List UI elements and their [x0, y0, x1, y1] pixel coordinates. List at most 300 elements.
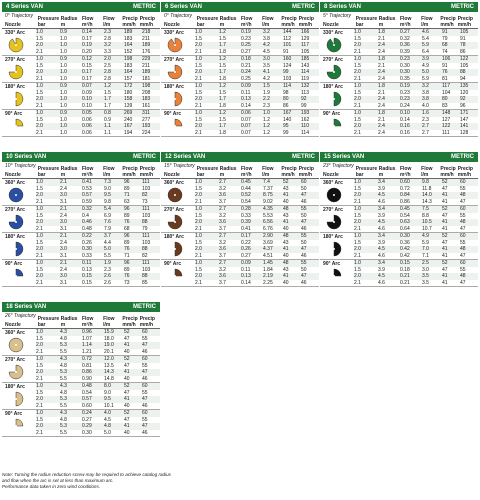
nozzle-arc-icon	[8, 64, 24, 80]
flow-lm-cell: 6.4	[422, 48, 429, 55]
precip-square-cell: 76	[124, 219, 130, 226]
pressure-cell: 2.0	[195, 273, 202, 280]
arc-label: 180° Arc	[5, 84, 25, 90]
precip-triangle-cell: 55	[460, 212, 466, 219]
nozzle-arc-icon	[8, 268, 24, 284]
arc-label: 360° Arc	[5, 180, 25, 186]
table-row	[36, 83, 160, 90]
flow-lm-cell: 5.4	[104, 206, 111, 213]
precip-square-cell: 48	[283, 260, 289, 267]
nozzle-arc-icon	[326, 241, 342, 257]
flow-mh-cell: 0.64	[400, 225, 410, 232]
flow-mh-cell: 0.10	[82, 102, 92, 109]
flow-mh-cell: 0.41	[82, 179, 92, 186]
precip-square-cell: 89	[124, 266, 130, 273]
flow-mh-cell: 0.32	[400, 35, 410, 42]
precip-triangle-cell: 47	[301, 219, 307, 226]
pressure-cell: 2.0	[36, 219, 43, 226]
col-pressure: Pressure bar	[196, 166, 219, 178]
flow-mh-cell: 0.13	[241, 273, 251, 280]
pressure-cell: 2.0	[36, 123, 43, 130]
col-pressure: Pressure bar	[37, 16, 60, 28]
precip-triangle-cell: 94	[460, 75, 466, 82]
table-row	[354, 123, 478, 130]
flow-lm-cell: 9.0	[104, 389, 111, 396]
precip-square-cell: 40	[283, 225, 289, 232]
precip-triangle-cell: 55	[460, 266, 466, 273]
precip-triangle-cell: 60	[142, 410, 148, 417]
flow-lm-cell: 1.0	[263, 110, 270, 117]
series-title: 4 Series VAN	[6, 4, 43, 10]
pressure-cell: 1.5	[36, 239, 43, 246]
pressure-cell: 1.5	[354, 116, 361, 123]
radius-cell: 1.2	[219, 83, 226, 90]
nozzle-arc-icon	[326, 64, 342, 80]
flow-mh-cell: 0.09	[241, 260, 251, 267]
pressure-cell: 1.0	[36, 260, 43, 267]
pressure-cell: 1.0	[36, 179, 43, 186]
flow-lm-cell: 15.9	[104, 329, 114, 336]
flow-lm-cell: 3.2	[263, 29, 270, 36]
radius-cell: 5.3	[60, 423, 67, 430]
radius-cell: 1.0	[60, 48, 67, 55]
table-row	[36, 233, 160, 240]
precip-square-cell: 167	[283, 110, 292, 117]
arc-cell	[161, 56, 195, 82]
flow-mh-cell: 0.29	[82, 423, 92, 430]
precip-triangle-cell: 171	[460, 110, 469, 117]
flow-lm-cell: 3.5	[422, 273, 429, 280]
precip-triangle-cell: 143	[301, 62, 310, 69]
flow-lm-cell: 7.4	[263, 179, 270, 186]
arc-group	[161, 29, 319, 56]
flow-mh-cell: 0.17	[82, 69, 92, 76]
radius-cell: 4.3	[60, 356, 67, 363]
precip-square-cell: 91	[442, 62, 448, 69]
pressure-cell: 1.5	[36, 416, 43, 423]
pressure-cell: 1.0	[36, 56, 43, 63]
precip-square-cell: 41	[442, 279, 448, 286]
radius-cell: 1.8	[378, 56, 385, 63]
arc-group	[161, 179, 319, 206]
flow-lm-cell: 14.3	[104, 369, 114, 376]
flow-mh-cell: 0.19	[400, 83, 410, 90]
precip-triangle-cell: 47	[142, 396, 148, 403]
series-table	[2, 302, 160, 437]
flow-lm-cell: 4.2	[263, 42, 270, 49]
radius-cell: 5.5	[60, 348, 67, 355]
table-row	[354, 260, 478, 267]
precip-square-cell: 41	[283, 246, 289, 253]
precip-square-cell: 152	[124, 48, 133, 55]
pressure-cell: 1.5	[354, 239, 361, 246]
pressure-cell: 2.1	[36, 75, 43, 82]
arc-group	[320, 29, 478, 56]
flow-lm-cell: 7.37	[263, 185, 273, 192]
table-row	[354, 49, 478, 56]
radius-cell: 3.6	[219, 219, 226, 226]
pressure-cell: 1.5	[195, 212, 202, 219]
precip-square-cell: 194	[124, 129, 133, 136]
radius-cell: 3.1	[60, 252, 67, 259]
radius-cell: 4.8	[60, 416, 67, 423]
nozzle-arc-icon	[8, 241, 24, 257]
radius-cell: 2.4	[378, 42, 385, 49]
precip-square-cell: 86	[283, 102, 289, 109]
precip-triangle-cell: 111	[142, 260, 150, 267]
radius-cell: 3.7	[219, 252, 226, 259]
table-row	[36, 56, 160, 63]
col-flow-lm: Flow l/m	[103, 16, 115, 28]
flow-lm-cell: 9.8	[104, 198, 111, 205]
precip-triangle-cell: 96	[460, 102, 466, 109]
arc-group	[2, 29, 160, 56]
precip-square-cell: 52	[442, 206, 448, 213]
precip-triangle-cell: 55	[301, 260, 307, 267]
precip-square-cell: 52	[124, 356, 130, 363]
table-row	[36, 117, 160, 124]
series-header	[161, 2, 319, 12]
pressure-cell: 2.0	[36, 192, 43, 199]
precip-triangle-cell: 78	[460, 42, 466, 49]
trajectory-label: 5° Trajectory	[323, 13, 352, 19]
precip-square-cell: 41	[283, 219, 289, 226]
arc-group	[2, 260, 160, 287]
precip-square-cell: 41	[124, 396, 130, 403]
table-row	[354, 267, 478, 274]
precip-square-cell: 41	[124, 423, 130, 430]
precip-triangle-cell: 141	[460, 123, 469, 130]
nozzle-arc-icon	[167, 37, 183, 53]
table-row	[36, 49, 160, 56]
arc-group	[2, 329, 160, 356]
arc-cell	[320, 110, 354, 136]
pressure-cell: 2.0	[354, 192, 361, 199]
pressure-cell: 1.5	[36, 89, 43, 96]
table-row	[36, 123, 160, 130]
flow-mh-cell: 0.06	[82, 123, 92, 130]
flow-lm-cell: 1.5	[104, 89, 111, 96]
pressure-cell: 2.1	[354, 252, 361, 259]
nozzle-arc-icon	[8, 364, 24, 380]
radius-cell: 4.3	[60, 410, 67, 417]
precip-square-cell: 96	[124, 233, 130, 240]
table-row	[354, 117, 478, 124]
flow-mh-cell: 0.26	[241, 246, 251, 253]
flow-lm-cell: 4.37	[263, 246, 273, 253]
arc-label: 360° Arc	[323, 180, 343, 186]
flow-mh-cell: 0.42	[400, 252, 410, 259]
precip-square-cell: 41	[124, 342, 130, 349]
nozzle-arc-icon	[326, 91, 342, 107]
pressure-cell: 1.5	[36, 62, 43, 69]
precip-square-cell: 183	[124, 35, 133, 42]
radius-cell: 4.6	[378, 252, 385, 259]
precip-square-cell: 81	[442, 75, 448, 82]
flow-mh-cell: 0.24	[82, 410, 92, 417]
series-title: 15 Series VAN	[324, 154, 365, 160]
pressure-cell: 1.0	[354, 83, 361, 90]
pressure-cell: 2.0	[195, 96, 202, 103]
series-title: 6 Series VAN	[165, 4, 202, 10]
arc-label: 270° Arc	[5, 207, 25, 213]
nozzle-arc-icon	[167, 91, 183, 107]
precip-triangle-cell: 147	[460, 116, 469, 123]
flow-mh-cell: 0.54	[82, 389, 92, 396]
precip-triangle-cell: 92	[301, 96, 307, 103]
nozzle-arc-icon	[167, 268, 183, 284]
radius-cell: 4.5	[378, 246, 385, 253]
flow-mh-cell: 0.05	[82, 110, 92, 117]
flow-mh-cell: 0.84	[400, 192, 410, 199]
pressure-cell: 1.0	[36, 410, 43, 417]
precip-triangle-cell: 50	[301, 212, 307, 219]
table-row	[36, 423, 160, 430]
flow-lm-cell: 14.0	[422, 192, 432, 199]
flow-lm-cell: 2.6	[104, 279, 111, 286]
precip-triangle-cell: 46	[301, 279, 307, 286]
table-row	[354, 186, 478, 193]
flow-mh-cell: 0.18	[241, 56, 251, 63]
pressure-cell: 2.0	[354, 42, 361, 49]
flow-lm-cell: 3.0	[263, 56, 270, 63]
arc-group	[161, 260, 319, 287]
precip-square-cell: 41	[442, 246, 448, 253]
precip-triangle-cell: 128	[460, 129, 469, 136]
arc-label: 180° Arc	[323, 234, 343, 240]
precip-triangle-cell: 92	[460, 96, 466, 103]
flow-mh-cell: 0.48	[82, 383, 92, 390]
flow-mh-cell: 0.11	[241, 89, 251, 96]
flow-lm-cell: 4.51	[263, 252, 273, 259]
precip-triangle-cell: 189	[142, 42, 151, 49]
precip-square-cell: 127	[442, 116, 451, 123]
pressure-cell: 2.0	[195, 192, 202, 199]
col-flow-lm: Flow l/m	[262, 16, 274, 28]
arc-cell	[320, 206, 354, 232]
flow-lm-cell: 3.8	[422, 89, 429, 96]
flow-lm-cell: 3.7	[104, 233, 111, 240]
precip-square-cell: 183	[124, 62, 133, 69]
arc-cell	[2, 29, 36, 55]
flow-lm-cell: 1.5	[263, 83, 270, 90]
radius-cell: 3.9	[378, 212, 385, 219]
flow-mh-cell: 0.12	[82, 56, 92, 63]
precip-square-cell: 52	[442, 179, 448, 186]
flow-lm-cell: 0.9	[104, 116, 111, 123]
table-row	[354, 36, 478, 43]
flow-mh-cell: 0.72	[82, 356, 92, 363]
flow-mh-cell: 0.23	[400, 56, 410, 63]
pressure-cell: 1.5	[36, 362, 43, 369]
arc-cell	[161, 29, 195, 55]
table-row	[195, 90, 319, 97]
flow-mh-cell: 0.07	[241, 129, 251, 136]
flow-mh-cell: 0.13	[82, 266, 92, 273]
flow-mh-cell: 0.06	[82, 116, 92, 123]
pressure-cell: 1.5	[36, 116, 43, 123]
table-row	[195, 56, 319, 63]
flow-mh-cell: 0.4	[82, 212, 89, 219]
col-pressure: Pressure bar	[196, 16, 219, 28]
table-row	[36, 430, 160, 437]
arc-label: 330° Arc	[323, 30, 343, 36]
radius-cell: 4.8	[60, 362, 67, 369]
arc-group	[320, 83, 478, 110]
flow-mh-cell: 0.86	[400, 198, 410, 205]
pressure-cell: 1.5	[195, 35, 202, 42]
precip-square-cell: 198	[124, 56, 133, 63]
precip-triangle-cell: 79	[142, 225, 148, 232]
pressure-cell: 2.1	[36, 129, 43, 136]
precip-triangle-cell: 113	[301, 89, 309, 96]
flow-lm-cell: 4.9	[422, 62, 429, 69]
table-row	[354, 179, 478, 186]
table-row	[36, 376, 160, 383]
flow-mh-cell: 0.17	[82, 75, 92, 82]
col-nozzle: Nozzle	[5, 172, 21, 178]
table-row	[354, 110, 478, 117]
arc-group	[161, 56, 319, 83]
flow-lm-cell: 9.8	[422, 179, 429, 186]
col-nozzle: Nozzle	[5, 22, 21, 28]
precip-triangle-cell: 111	[142, 179, 150, 186]
arc-cell	[2, 206, 36, 232]
arc-cell	[161, 110, 195, 136]
radius-cell: 4.8	[60, 335, 67, 342]
arc-cell	[2, 233, 36, 259]
trajectory-label: 10° Trajectory	[5, 163, 36, 169]
table-row	[354, 213, 478, 220]
radius-cell: 2.1	[378, 35, 385, 42]
table-row	[354, 42, 478, 49]
precip-triangle-cell: 46	[142, 375, 148, 382]
table-row	[195, 130, 319, 137]
flow-mh-cell: 0.06	[82, 129, 92, 136]
table-row	[36, 29, 160, 36]
arc-cell	[2, 260, 36, 286]
flow-mh-cell: 0.86	[82, 369, 92, 376]
arc-label: 90° Arc	[5, 411, 23, 417]
flow-lm-cell: 6.9	[104, 212, 111, 219]
table-row	[36, 246, 160, 253]
table-row	[36, 36, 160, 43]
flow-mh-cell: 0.54	[400, 212, 410, 219]
nozzle-arc-icon	[167, 214, 183, 230]
flow-lm-cell: 4.9	[422, 233, 429, 240]
col-radius: Radius m	[60, 16, 78, 28]
series-header	[320, 152, 478, 162]
pressure-cell: 2.1	[195, 129, 202, 136]
flow-lm-cell: 7.5	[422, 206, 429, 213]
flow-mh-cell: 0.11	[241, 266, 251, 273]
col-precip-square: Precip mm/h	[440, 166, 456, 178]
table-row	[354, 199, 478, 206]
radius-cell: 1.0	[60, 129, 67, 136]
flow-lm-cell: 4.6	[422, 29, 429, 36]
pressure-cell: 2.0	[36, 69, 43, 76]
pressure-cell: 2.0	[354, 69, 361, 76]
table-row	[195, 76, 319, 83]
flow-lm-cell: 4.5	[104, 416, 111, 423]
table-row	[195, 246, 319, 253]
pressure-cell: 1.0	[195, 179, 202, 186]
nozzle-arc-icon	[8, 337, 24, 353]
precip-square-cell: 43	[283, 266, 289, 273]
arc-label: 360° Arc	[164, 180, 184, 186]
arc-cell	[320, 83, 354, 109]
flow-lm-cell: 1.6	[422, 110, 429, 117]
precip-square-cell: 160	[283, 56, 292, 63]
precip-square-cell: 91	[283, 48, 289, 55]
flow-lm-cell: 2.3	[263, 102, 270, 109]
flow-mh-cell: 0.14	[82, 29, 92, 36]
flow-lm-cell: 1.9	[104, 260, 111, 267]
col-radius: Radius m	[60, 316, 78, 328]
table-row	[195, 233, 319, 240]
flow-mh-cell: 0.39	[400, 48, 410, 55]
precip-triangle-cell: 103	[142, 212, 151, 219]
flow-lm-cell: 1.9	[263, 89, 270, 96]
pressure-cell: 1.0	[36, 233, 43, 240]
flow-lm-cell: 2.0	[104, 56, 111, 63]
precip-square-cell: 164	[124, 69, 133, 76]
precip-triangle-cell: 105	[460, 29, 469, 36]
flow-mh-cell: 0.27	[241, 252, 251, 259]
series-header	[320, 2, 478, 12]
radius-cell: 3.0	[60, 246, 67, 253]
table-row	[195, 110, 319, 117]
precip-square-cell: 48	[283, 233, 289, 240]
pressure-cell: 2.1	[36, 48, 43, 55]
radius-cell: 1.8	[219, 75, 226, 82]
precip-square-cell: 96	[124, 260, 130, 267]
radius-cell: 3.4	[378, 179, 385, 186]
flow-lm-cell: 3.5	[263, 62, 270, 69]
pressure-cell: 2.0	[354, 246, 361, 253]
flow-lm-cell: 1.45	[263, 260, 273, 267]
series-title: 10 Series VAN	[6, 154, 47, 160]
radius-cell: 3.0	[60, 219, 67, 226]
precip-triangle-cell: 193	[301, 110, 310, 117]
pressure-cell: 2.1	[354, 48, 361, 55]
radius-cell: 0.9	[60, 110, 67, 117]
flow-lm-cell: 14.8	[104, 375, 114, 382]
radius-cell: 1.5	[219, 89, 226, 96]
precip-square-cell: 95	[283, 123, 289, 130]
arc-label: 90° Arc	[323, 111, 341, 117]
precip-triangle-cell: 55	[460, 185, 466, 192]
table-row	[36, 369, 160, 376]
precip-triangle-cell: 48	[460, 273, 466, 280]
flow-mh-cell: 0.14	[241, 279, 251, 286]
precip-square-cell: 96	[124, 179, 130, 186]
flow-mh-cell: 0.21	[241, 62, 251, 69]
col-precip-square: Precip mm/h	[281, 16, 297, 28]
table-row	[354, 56, 478, 63]
arc-group	[320, 233, 478, 260]
precip-square-cell: 63	[124, 198, 130, 205]
precip-triangle-cell: 183	[142, 96, 151, 103]
flow-lm-cell: 6.56	[263, 219, 273, 226]
flow-mh-cell: 0.25	[241, 42, 251, 49]
arc-group	[161, 206, 319, 233]
flow-lm-cell: 2.6	[104, 273, 111, 280]
flow-lm-cell: 8.0	[104, 383, 111, 390]
flow-mh-cell: 0.45	[241, 179, 251, 186]
pressure-cell: 2.0	[354, 219, 361, 226]
table-row	[354, 206, 478, 213]
